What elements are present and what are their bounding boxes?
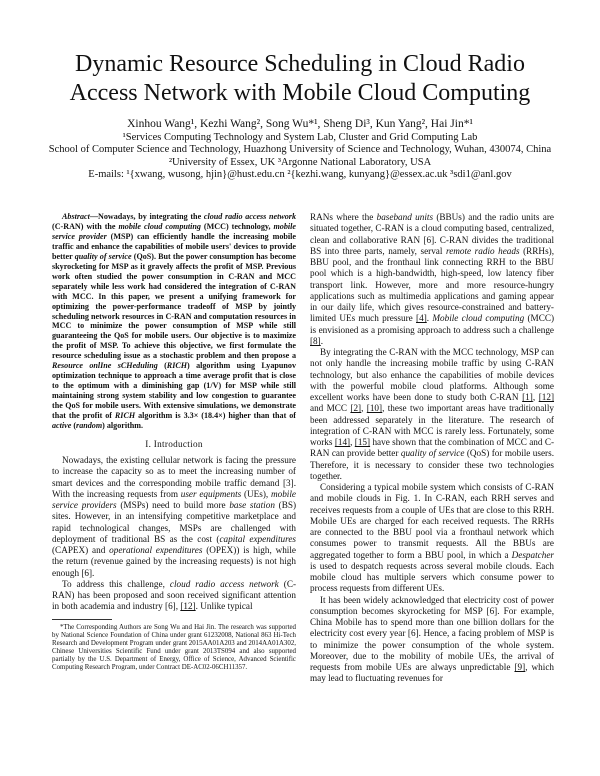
abstract-text: (C-RAN) with the [52,221,119,231]
body-text: (BBUs) and the radio units are situated together, C-RAN is a cloud computing based, centralized, clean and collaborative RAN [6]. C-RAN divides the traditional BS into three parts, namely, serval [310,212,554,256]
body-text: , [361,403,367,414]
author-emails: E-mails: ¹{xwang, wusong, hjin}@hust.edu.cn ²{kezhi.wang, kunyang}@essex.ac.uk ³sdi1@anl.gov [88,169,512,180]
body-text: Considering a typical mobile system which consists of C-RAN and mobile clouds in Fig. 1. In C-RAN, each RRH serves and receives requests from a couple of UEs that are close to this RRH. Mobile UEs are charged for each received requests. The RRHs are connected to the BBU pool via a fronthaul network which consumes power to transmit requests. All the BBUs are aggregated together to form a BBU pool, in which a [310,482,554,560]
intro-paragraph-3 [310,212,554,347]
title-line-1: Dynamic Resource Scheduling in Cloud Radio [75,51,525,77]
body-emph: base station [229,500,275,511]
body-emph: Despatcher [511,549,554,560]
citation-link[interactable]: [12] [180,601,196,612]
citation-link[interactable]: [9] [514,662,526,672]
paper-title [40,50,560,108]
citation-link[interactable]: [4] [416,313,427,324]
abstract-emph: RICH [166,361,188,371]
body-text: (QoS) for mobile users. Therefore, it is necessary to consider these two technologies together. [310,448,554,481]
affiliation-3: ²University of Essex, UK ³Argonne National Laboratory, USA [168,156,432,168]
abstract-emph: mobile service provider [52,221,296,241]
section-heading-introduction: I. Introduction [145,438,203,449]
body-text: and MCC [310,403,351,414]
body-text: It has been widely acknowledged that electricity cost of power consumption becomes skyrocketing for MSP [6]. For example, China Mobile has to spend more than one billion dollars for the electricity cost every year [6]. Hence, a facing problem of MSP is to minimize the power consumption of the whole system. Moreover, due to the mobility of mobile UEs, the arrival of requests from mobile UEs are always unpredictable [310,594,554,672]
body-text: , which may lead to fluctuating revenues for [310,662,554,684]
body-text: (MCC) is envisioned as a promising approach to address such a challenge [310,313,555,335]
body-emph: cloud radio access network [169,578,279,589]
abstract-text: —Nowadays, by integrating the [89,212,204,221]
abstract-emph: mobile cloud computing [118,221,201,231]
abstract-text: (QoS). But the power consumption has become skyrocketing for MSP as it gravely affects the profit of MSP. Previous work often studied the power consumption in C-RAN and MCC separately while less work had considered the integration of C-RAN with MCC. In this paper, we present a unifying framework for optimizing the power-performance tradeoff of MSP by jointly scheduling network resources in C-RAN and computation resources in MCC to minimize the power consumption of MSP while still guaranteeing the QoS for mobile users. Our objective is to maximize the profit of MSP. To achieve this objective, we first formulate the resource scheduling issue as a stochastic problem and then propose a [52,251,297,361]
body-emph: Mobile cloud computing [432,313,525,324]
citation-link[interactable]: [8] [310,335,321,346]
body-text: Nowadays, the existing cellular network is facing the pressure to increase the capacity so as to meet the increasing number of smart devices and the corresponding mobile traffic demand [3]. With the increasing requests from [52,455,296,499]
body-text: . [426,313,433,324]
body-text: (OPEX)) is high, while the return (revenue gained by the increasing requests) is not high enough [6]. [52,545,296,578]
intro-paragraph-2 [52,579,296,613]
body-text: is used to despatch requests across several mobile clouds. Each mobile cloud has multiple servers which consume power to process requests from different UEs. [310,560,554,594]
body-emph: baseband units [376,212,434,222]
author-block [40,118,560,182]
author-names: Xinhou Wang¹, Kezhi Wang², Song Wu*¹, Sheng Di³, Kun Yang², Hai Jin*¹ [127,118,473,130]
citation-link[interactable]: [10] [366,403,383,414]
abstract-text: (MSP) can efficiently handle the increasing mobile traffic and enhance the capabilities of mobile users' devices to provide better [52,231,296,261]
abstract-emph: quality of service [74,251,132,261]
abstract-text: algorithm is 3.3× (18.4×) higher than that of [135,411,296,421]
body-emph: remote radio heads [445,245,520,256]
intro-paragraph-5 [310,482,554,595]
right-column [310,212,554,685]
abstract-emph: cloud radio access network [203,212,297,221]
body-text: RANs where the [310,212,377,222]
body-text: (RRHs), BBU pool, and the fronthaul link connecting RRH to the BBU pool which is a high-bandwidth, high-speed, low latency fiber transport link. However, more and more resource-hungry applications such as multimedia applications and gaming appear in our daily life, which gives resource-constrained and battery-limited UEs much pressure [310,245,555,324]
footnote-rule [52,619,112,620]
citation-link[interactable]: [1] [522,392,533,402]
body-emph: user equipments [180,488,242,499]
body-emph: operational expenditures [109,545,203,556]
abstract-text: ( [157,361,167,371]
citation-link[interactable]: [14] [334,437,351,447]
citation-link[interactable]: [12] [538,392,555,402]
left-column [52,212,296,672]
body-text: (UEs), [241,488,271,499]
citation-link[interactable]: [15] [354,437,371,447]
body-text: To address this challenge, [62,578,170,589]
abstract-text: ) algorithm using Lyapunov optimization technique to approach a time average profit that is close to the optimum with a diminishing gap (1/V) for MSP while still maintaining strong system stability and low congestion to guarantee the QoS for mobile users. With extensive simulations, we demonstrate that the profit of [52,361,296,421]
body-text: , [532,392,539,402]
body-text: (BS) sites. However, in an intensifying competitive marketplace and rapid technological changes, MSPs are challenged with deployment of traditional BS as the cost ( [52,500,297,544]
body-emph: quality of service [400,448,465,459]
abstract-emph: Resource onlIne sCHeduling [52,361,158,371]
abstract-text: (MCC) technology, [200,221,274,231]
intro-paragraph-4 [310,347,554,482]
body-text: . Unlike typical [195,601,253,612]
body-text: (MSPs) need to build more [116,500,230,511]
intro-paragraph-6 [310,595,554,685]
body-text: have shown that the combination of MCC and C-RAN can provide better [310,437,555,459]
abstract-emph: random [76,421,103,431]
abstract-emph: RICH [114,411,136,421]
affiliation-2: School of Computer Science and Technology, Huazhong University of Science and Technology, Wuhan, 430074, China [48,144,552,155]
body-text: By integrating the C-RAN with the MCC technology, MSP can not only handle the increasing mobile traffic by using C-RAN technology, but also enhance the capabilities of mobile devices with the powerful mobile cloud platforms. Although some excellent works have been done to study both C-RAN [310,347,554,402]
footnote: *The Corresponding Authors are Song Wu and Hai Jin. The research was supported by National Science Foundation of China under grant 61232008, National 863 Hi-Tech Research and Development Program under grant 2015AA01A203 and 2014AA01A302, Chinese Universities Scientific Fund under grant 2013TS094 and also supported partially by the U.S. Department of Energy, Office of Science, Advanced Scientific Computing Research Program, under Contract DE-AC02-06CH11357. [52,623,296,672]
affiliation-1: ¹Services Computing Technology and System Lab, Cluster and Grid Computing Lab [122,131,478,143]
body-text: , [350,437,355,447]
title-line-2: Access Network with Mobile Cloud Computing [69,80,531,106]
body-text: , these two important areas have traditionally been addressed separately in the literature. The research of integration of C-RAN with MCC is rarely less. Fortunately, some works [310,403,555,447]
abstract-emph: active [52,421,72,431]
abstract [52,212,296,431]
abstract-label: Abstract [62,212,90,221]
body-text: (C-RAN) has been proposed and soon received significant attention in both academia and industry [6], [52,578,297,612]
body-emph: mobile service providers [52,488,296,511]
body-emph: capital expenditures [219,533,296,544]
abstract-text: ) algorithm. [102,421,144,431]
citation-link[interactable]: [2] [350,403,362,414]
abstract-text: ( [71,421,77,431]
body-text: . [320,335,324,346]
intro-paragraph-1 [52,455,296,579]
body-text: (CAPEX) and [52,545,110,556]
